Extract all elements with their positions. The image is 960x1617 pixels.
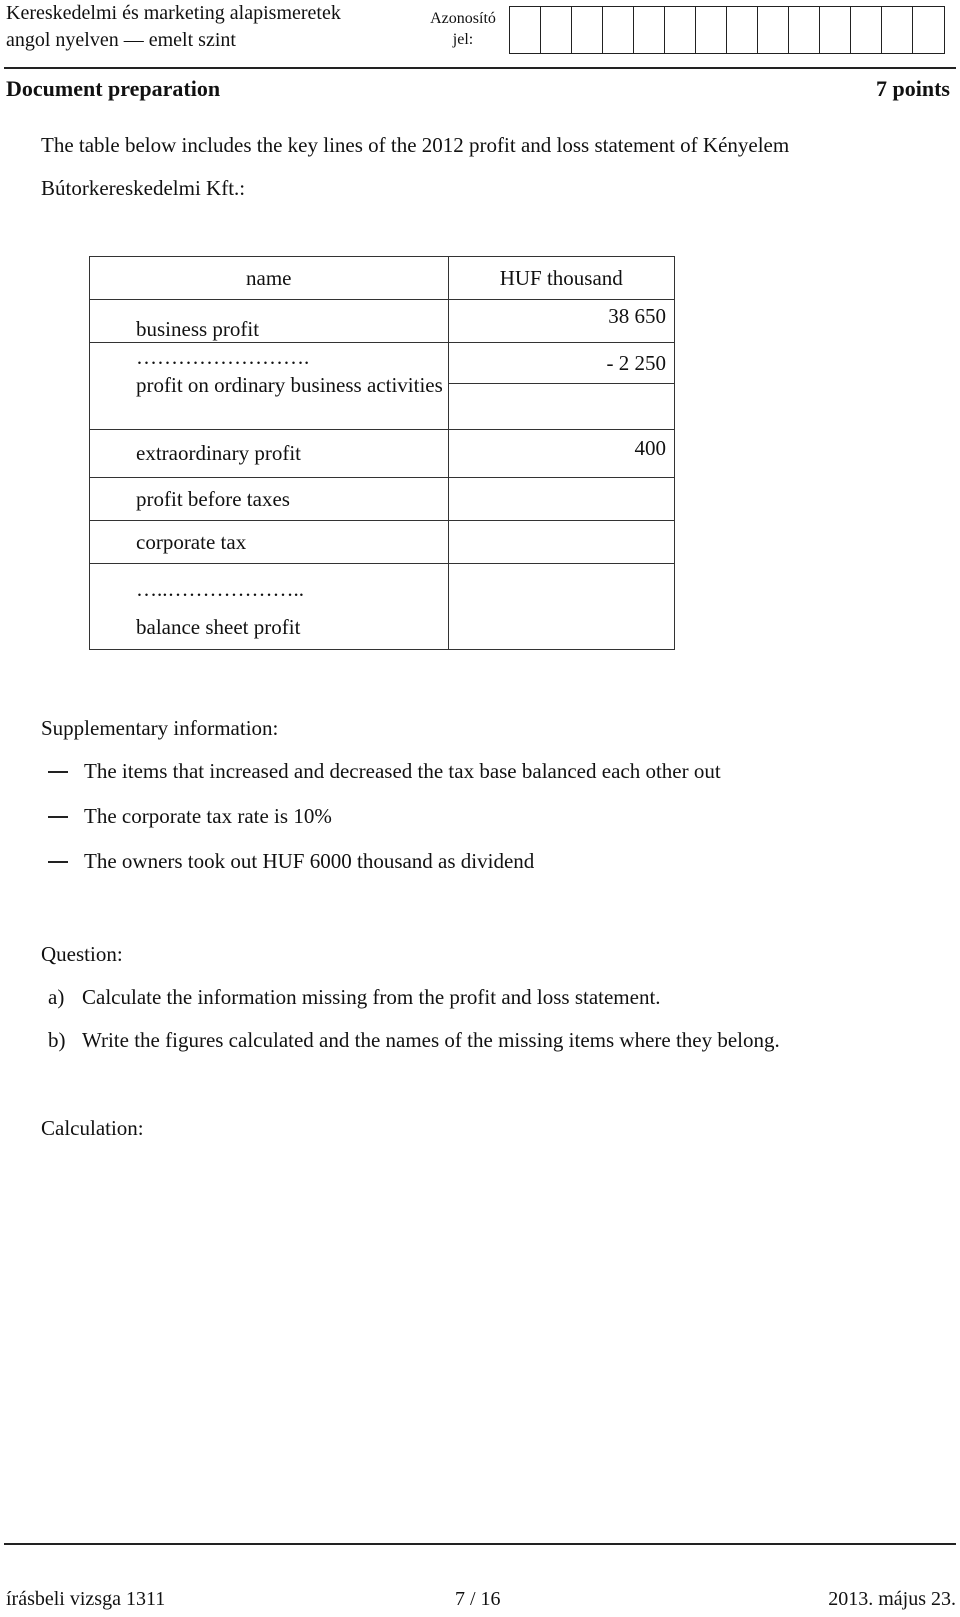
id-box[interactable] (789, 7, 820, 53)
row-name: business profit (90, 300, 449, 343)
row-value: 400 (448, 430, 674, 478)
row-name (90, 343, 449, 430)
list-item (48, 801, 948, 846)
row-name: profit before taxes (90, 478, 449, 521)
table-row (90, 343, 675, 430)
id-box[interactable] (665, 7, 696, 53)
row-value (449, 384, 674, 429)
supplementary-list (48, 756, 948, 891)
supplementary-heading: Supplementary information: (41, 716, 279, 740)
exam-title-line1: Kereskedelmi és marketing alapismeretek (6, 2, 341, 24)
id-box[interactable] (510, 7, 541, 53)
table-row (90, 478, 675, 521)
question-mark: b) (48, 1028, 66, 1052)
id-box[interactable] (851, 7, 882, 53)
list-item-text: The corporate tax rate is 10% (84, 804, 332, 828)
footer-divider (4, 1543, 956, 1545)
question-heading: Question: (41, 942, 123, 966)
exam-title-line2: angol nyelven — emelt szint (6, 29, 236, 51)
id-box[interactable] (727, 7, 758, 53)
id-box[interactable] (541, 7, 572, 53)
footer-exam-code: írásbeli vizsga 1311 (6, 1588, 166, 1610)
section-points: 7 points (876, 76, 950, 101)
table-row (90, 430, 675, 478)
id-box[interactable] (758, 7, 789, 53)
id-label-line2: jel: (452, 31, 474, 48)
id-box[interactable] (696, 7, 727, 53)
question-list (48, 982, 948, 1068)
table-header-value: HUF thousand (448, 257, 674, 300)
id-label (423, 8, 503, 50)
id-boxes[interactable] (509, 6, 945, 54)
question-item (48, 1025, 948, 1068)
profit-loss-table (89, 256, 675, 650)
row-name-blank: …..……………….. (136, 577, 304, 601)
row-name: corporate tax (90, 521, 449, 564)
id-box[interactable] (572, 7, 603, 53)
row-name: extraordinary profit (90, 430, 449, 478)
dash-bullet-icon (48, 816, 68, 818)
question-item (48, 982, 948, 1025)
question-text: Write the figures calculated and the names of the missing items where they belong. (82, 1028, 780, 1052)
row-value-split (448, 343, 674, 430)
row-value (448, 478, 674, 521)
row-name-continued: balance sheet profit (136, 615, 301, 639)
exam-title (6, 0, 341, 54)
table-row (90, 564, 675, 650)
dash-bullet-icon (48, 861, 68, 863)
row-value (448, 564, 674, 650)
question-mark: a) (48, 985, 65, 1009)
row-name-blank: ……………………. (136, 345, 310, 369)
list-item-text: The items that increased and decreased the tax base balanced each other out (84, 759, 721, 783)
calculation-heading: Calculation: (41, 1116, 144, 1140)
header-divider (4, 67, 956, 69)
row-value: 38 650 (448, 300, 674, 343)
section-title: Document preparation (6, 76, 221, 101)
footer-date: 2013. május 23. (828, 1588, 956, 1610)
id-label-line1: Azonosító (430, 10, 496, 27)
id-box[interactable] (603, 7, 634, 53)
dash-bullet-icon (48, 771, 68, 773)
footer-page-number: 7 / 16 (455, 1588, 501, 1610)
row-name (90, 564, 449, 650)
id-box[interactable] (913, 7, 944, 53)
intro-text: The table below includes the key lines of the 2012 profit and loss statement of Kényelem Bútorkereskedelmi Kft.: (41, 133, 790, 200)
table-row (90, 521, 675, 564)
list-item-text: The owners took out HUF 6000 thousand as dividend (84, 849, 535, 873)
row-name-continued: profit on ordinary business activities (136, 373, 443, 397)
id-box[interactable] (634, 7, 665, 53)
row-value: - 2 250 (449, 343, 674, 384)
id-box[interactable] (820, 7, 851, 53)
id-box[interactable] (882, 7, 913, 53)
list-item (48, 756, 948, 801)
table-header-name: name (90, 257, 449, 300)
table-row (90, 300, 675, 343)
list-item (48, 846, 948, 891)
row-value (448, 521, 674, 564)
question-text: Calculate the information missing from the profit and loss statement. (82, 985, 661, 1009)
table-header-row (90, 257, 675, 300)
